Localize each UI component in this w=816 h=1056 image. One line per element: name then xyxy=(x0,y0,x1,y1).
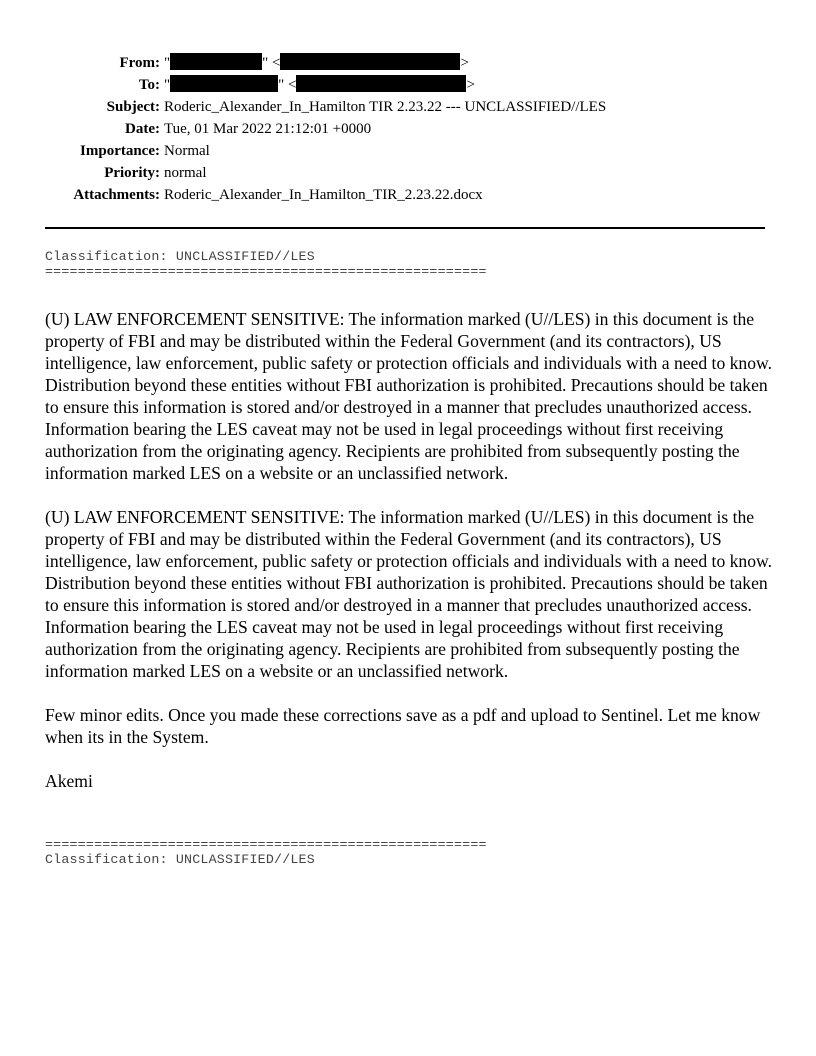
message-paragraph: Few minor edits. Once you made these corrections save as a pdf and upload to Sentinel. Let me know when its in the System. xyxy=(45,705,761,747)
email-header xyxy=(0,52,816,206)
to-quote-close: " < xyxy=(278,77,297,93)
redacted-recipient-name xyxy=(170,75,278,92)
separator-bottom: ====================================================== xyxy=(45,837,487,852)
importance-label: Importance: xyxy=(80,143,160,159)
separator-top: ====================================================== xyxy=(45,264,487,279)
to-row xyxy=(0,74,816,96)
importance-row xyxy=(0,140,816,162)
subject-value: Roderic_Alexander_In_Hamilton TIR 2.23.22 --- UNCLASSIFIED//LES xyxy=(164,99,607,115)
attachment-filename[interactable]: Roderic_Alexander_In_Hamilton_TIR_2.23.22.docx xyxy=(164,187,483,203)
attachments-label: Attachments: xyxy=(73,187,160,203)
header-divider xyxy=(45,227,765,229)
email-body xyxy=(45,308,773,792)
signature: Akemi xyxy=(45,771,93,791)
attachments-row xyxy=(0,184,816,206)
date-value: Tue, 01 Mar 2022 21:12:01 +0000 xyxy=(164,121,372,137)
from-quote-open: " xyxy=(164,55,171,71)
priority-value: normal xyxy=(164,165,207,181)
classification-banner-top xyxy=(45,249,487,279)
date-label: Date: xyxy=(125,121,160,137)
redacted-sender-email xyxy=(280,53,460,70)
les-notice-paragraph-1: (U) LAW ENFORCEMENT SENSITIVE: The information marked (U//LES) in this document is the property of FBI and may be distributed within the Federal Government (and its contractors), US intelligence, law enforcement, public safety or protection officials and individuals with a need to know. Distribution beyond these entities without FBI authorization is prohibited. Precautions should be taken to ensure this information is stored and/or destroyed in a manner that precludes unauthorized access. Information bearing the LES caveat may not be used in legal proceedings without first receiving authorization from the originating agency. Recipients are prohibited from subsequently posting the information marked LES on a website or an unclassified network. xyxy=(45,309,772,483)
from-tail: > xyxy=(460,55,469,71)
classification-text-top: Classification: UNCLASSIFIED//LES xyxy=(45,249,315,264)
subject-row xyxy=(0,96,816,118)
classification-text-bottom: Classification: UNCLASSIFIED//LES xyxy=(45,852,315,867)
redacted-sender-name xyxy=(170,53,262,70)
to-tail: > xyxy=(466,77,475,93)
les-notice-paragraph-2: (U) LAW ENFORCEMENT SENSITIVE: The information marked (U//LES) in this document is the property of FBI and may be distributed within the Federal Government (and its contractors), US intelligence, law enforcement, public safety or protection officials and individuals with a need to know. Distribution beyond these entities without FBI authorization is prohibited. Precautions should be taken to ensure this information is stored and/or destroyed in a manner that precludes unauthorized access. Information bearing the LES caveat may not be used in legal proceedings without first receiving authorization from the originating agency. Recipients are prohibited from subsequently posting the information marked LES on a website or an unclassified network. xyxy=(45,507,772,681)
to-quote-open: " xyxy=(164,77,171,93)
redacted-recipient-email xyxy=(296,75,466,92)
priority-row xyxy=(0,162,816,184)
importance-value: Normal xyxy=(164,143,210,159)
to-value xyxy=(164,74,475,96)
from-value xyxy=(164,52,469,74)
date-row xyxy=(0,118,816,140)
from-row xyxy=(0,52,816,74)
from-label: From: xyxy=(119,55,160,71)
from-quote-close: " < xyxy=(262,55,281,71)
subject-label: Subject: xyxy=(106,99,160,115)
classification-banner-bottom xyxy=(45,837,487,867)
priority-label: Priority: xyxy=(104,165,160,181)
to-label: To: xyxy=(138,77,160,93)
